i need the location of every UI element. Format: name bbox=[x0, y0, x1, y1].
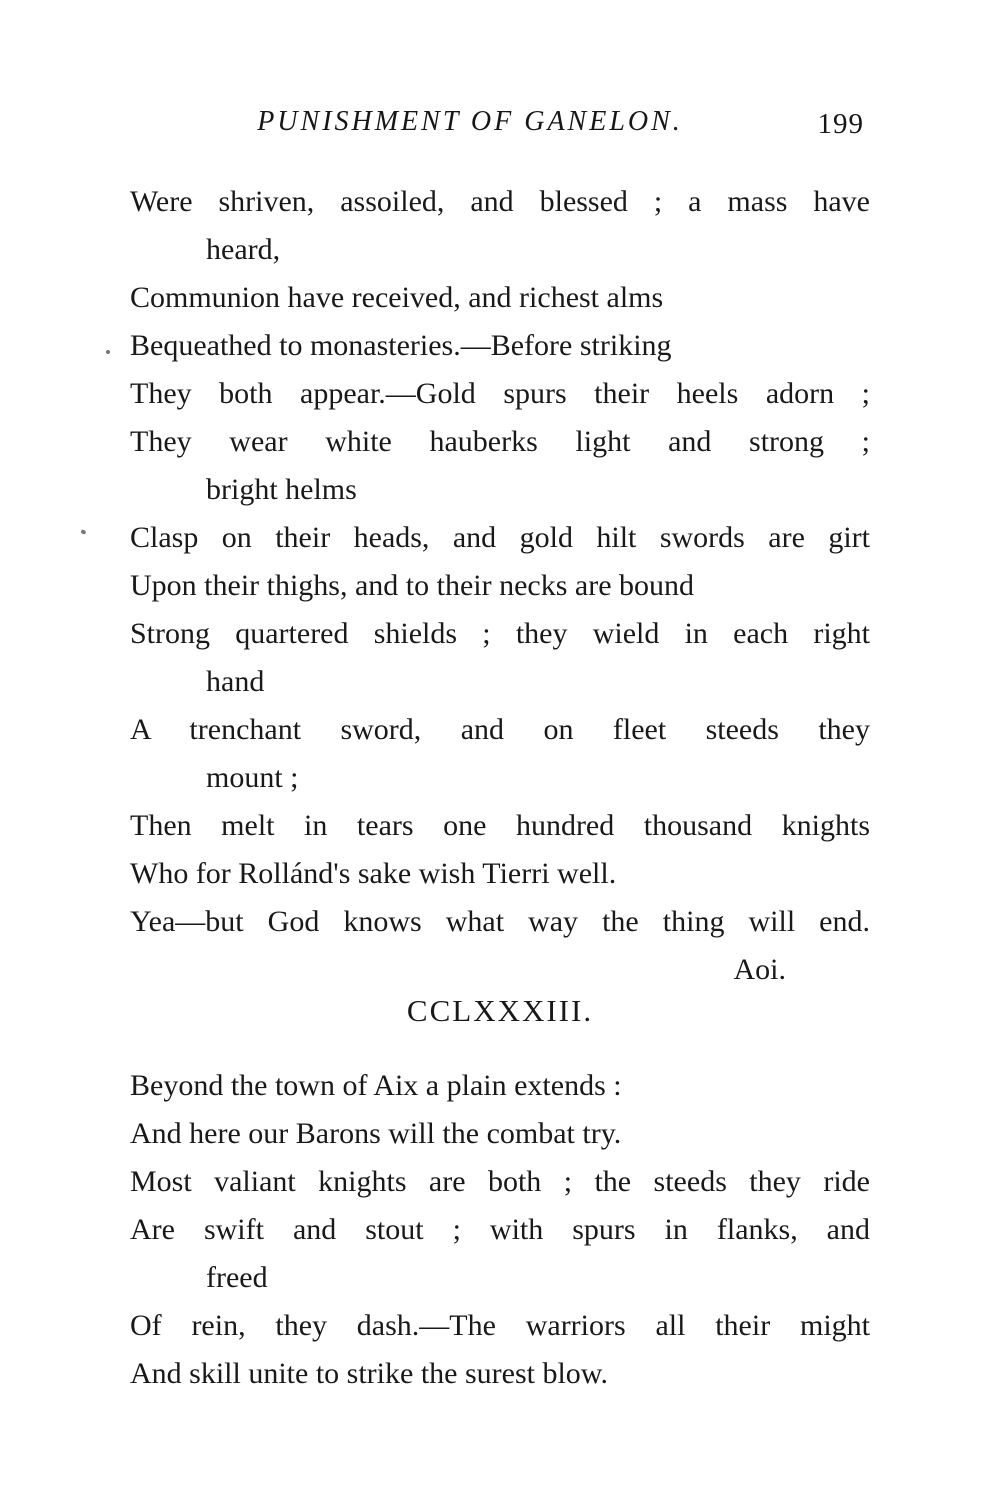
poem-line: Then melt in tears one hundred thousand knights bbox=[130, 809, 870, 842]
running-head bbox=[130, 106, 870, 146]
page-number: 199 bbox=[817, 108, 864, 140]
scan-speck bbox=[80, 529, 86, 535]
poem-line: Upon their thighs, and to their necks are bound bbox=[130, 569, 695, 602]
stanza-cclxxxiii bbox=[130, 1062, 870, 1398]
poem-line: bright helms bbox=[206, 473, 357, 506]
poem-line: Are swift and stout ; with spurs in flanks, and bbox=[130, 1213, 870, 1246]
poem-line: Strong quartered shields ; they wield in each right bbox=[130, 617, 870, 650]
poem-line: freed bbox=[206, 1261, 268, 1294]
poem-line: Yea—but God knows what way the thing will end. bbox=[130, 905, 870, 938]
stanza-cclxxxii-end bbox=[130, 178, 870, 994]
poem-line: Who for Rollánd's sake wish Tierri well. bbox=[130, 857, 617, 890]
poem-line: Beyond the town of Aix a plain extends : bbox=[130, 1069, 622, 1102]
poem-line: Communion have received, and richest alms bbox=[130, 281, 664, 314]
poem-line: mount ; bbox=[206, 761, 299, 794]
scan-speck bbox=[106, 350, 110, 354]
poem-line: They wear white hauberks light and strong ; bbox=[130, 425, 870, 458]
poem-line: And skill unite to strike the surest blow. bbox=[130, 1357, 609, 1390]
section-heading-cclxxxiii: CCLXXXIII. bbox=[406, 993, 594, 1028]
running-head-title: PUNISHMENT OF GANELON. bbox=[257, 106, 683, 137]
poem-line: heard, bbox=[206, 233, 281, 266]
poem-line: They both appear.—Gold spurs their heels adorn ; bbox=[130, 377, 870, 410]
poem-line: Clasp on their heads, and gold hilt swords are girt bbox=[130, 521, 870, 554]
poem-line: And here our Barons will the combat try. bbox=[130, 1117, 622, 1150]
poem-line: Were shriven, assoiled, and blessed ; a mass have bbox=[130, 185, 870, 218]
poem-line: Aoi. bbox=[733, 953, 786, 986]
poem-line: hand bbox=[206, 665, 265, 698]
poem-line: Most valiant knights are both ; the steeds they ride bbox=[130, 1165, 870, 1198]
poem-line: Bequeathed to monasteries.—Before striking bbox=[130, 329, 672, 362]
poem-line: A trenchant sword, and on fleet steeds they bbox=[130, 713, 870, 746]
poem-line: Of rein, they dash.—The warriors all their might bbox=[130, 1309, 870, 1342]
